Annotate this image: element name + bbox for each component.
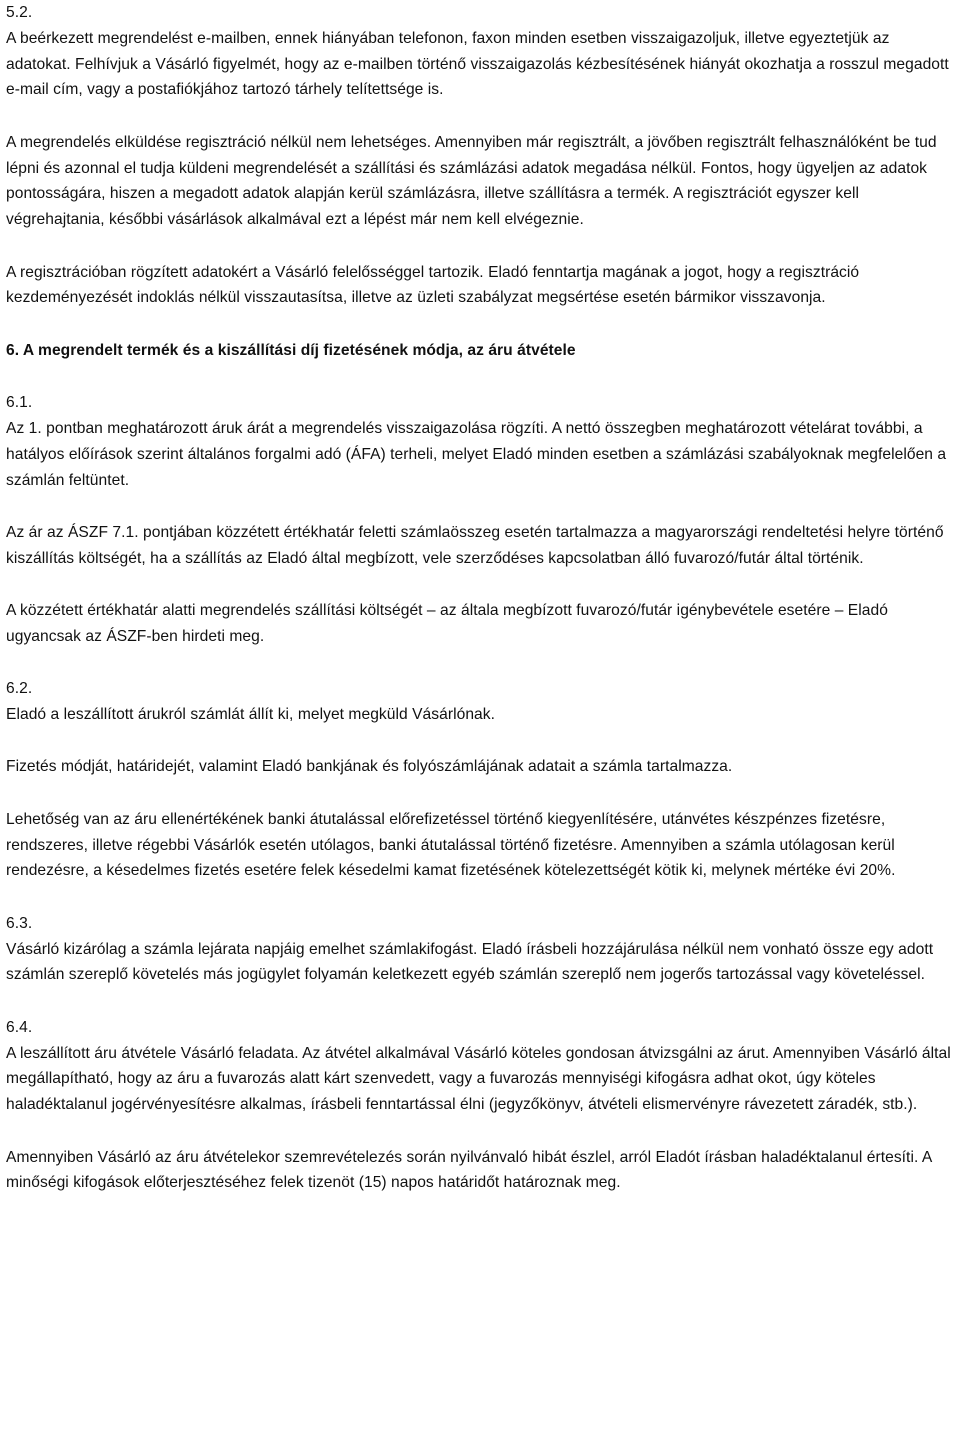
section-6-2-paragraph-2: Fizetés módját, határidejét, valamint Eladó bankjának és folyószámlájának adatait a számla tartalmazza. [6,758,733,776]
section-6-1-paragraph-1: Az 1. pontban meghatározott áruk árát a megrendelés visszaigazolása rögzíti. A nettó összegben meghatározott vételárat további, a hatályos előírások szerint általános forgalmi adó (ÁFA) terheli, melyet Eladó minden esetben a számlázási szabályoknak megfelelően a számlán feltüntet. [6,419,947,489]
section-6-4-number: 6.4. [6,1018,33,1036]
section-6-1-paragraph-2: Az ár az ÁSZF 7.1. pontjában közzétett értékhatár feletti számlaösszeg esetén tartalmazza a magyarországi rendeltetési helyre történő kiszállítás költségét, ha a szállítás az Eladó által megbízott, vele szerződéses kapcsolatban álló fuvarozó/futár által történik. [6,523,944,567]
section-6-3-number: 6.3. [6,914,33,932]
section-6-heading: 6. A megrendelt termék és a kiszállítási díj fizetésének módja, az áru átvétele [6,341,576,359]
section-5-2-paragraph-2: A megrendelés elküldése regisztráció nélkül nem lehetséges. Amennyiben már regisztrált, a jövőben regisztrált felhasználóként be tud lépni és azonnal el tudja küldeni megrendelését a szállítási és számlázási adatok megadása nélkül. Fontos, hogy ügyeljen az adatok pontosságára, hiszen a megadott adatok alapján kerül számlázásra, illetve szállításra a termék. A regisztrációt egyszer kell végrehajtania, későbbi vásárlások alkalmával ezt a lépést már nem kell elvégeznie. [6,133,937,229]
section-6-1-paragraph-3: A közzétett értékhatár alatti megrendelés szállítási költségét – az általa megbízott fuvarozó/futár igénybevétele esetére – Eladó ugyancsak az ÁSZF-ben hirdeti meg. [6,602,888,645]
section-6-2-paragraph-3: Lehetőség van az áru ellenértékének banki átutalással előrefizetéssel történő kiegyenlítésére, utánvétes készpénzes fizetésre, rendszeres, illetve régebbi Vásárlók esetén utólagos, banki átutalással történő fizetésre. Amennyiben a számla utólagosan kerül rendezésre, a késedelmes fizetés esetére felek késedelmi kamat fizetésének kötelezettségét kötik ki, melynek mértéke évi 20%. [6,810,896,880]
section-6-4-paragraph-2: Amennyiben Vásárló az áru átvételekor szemrevételezés során nyilvánvaló hibát észlel, arról Eladót írásban haladéktalanul értesíti. A minőségi kifogások előterjesztéséhez felek tizenöt (15) napos határidőt határoznak meg. [6,1148,932,1192]
section-6-4-paragraph-1: A leszállított áru átvétele Vásárló feladata. Az átvétel alkalmával Vásárló köteles gondosan átvizsgálni az árut. Amennyiben Vásárló által megállapítható, hogy az áru a fuvarozás alatt kárt szenvedett, vagy a fuvarozás mennyiségi kifogásra adhat okot, úgy köteles haladéktalanul jogérvényesítésre alkalmas, írásbeli fenntartással élni (jegyzőkönyv, átvételi elismervényre rávezetett záradék, stb.). [6,1044,951,1114]
section-6-2-number: 6.2. [6,680,33,698]
section-6-2-paragraph-1: Eladó a leszállított árukról számlát állít ki, melyet megküld Vásárlónak. [6,706,495,724]
section-6-1-number: 6.1. [6,394,33,412]
section-5-2-paragraph-1: A beérkezett megrendelést e-mailben, ennek hiányában telefonon, faxon minden esetben visszaigazoljuk, illetve egyeztetjük az adatokat. Felhívjuk a Vásárló figyelmét, hogy az e-mailben történő visszaigazolás kézbesítésének hiányát okozhatja a rosszul megadott e-mail cím, vagy a postafiókjához tartozó tárhely telítettsége is. [6,29,949,99]
section-6-3-paragraph-1: Vásárló kizárólag a számla lejárata napjáig emelhet számlakifogást. Eladó írásbeli hozzájárulása nélkül nem vonható össze egy adott számlán szereplő követelés más jogügylet folyamán keletkezett egyéb számlán szereplő nem jogerős tartozással vagy követeléssel. [6,940,934,984]
document-page [6,0,956,1196]
section-5-2-paragraph-3: A regisztrációban rögzített adatokért a Vásárló felelősséggel tartozik. Eladó fenntartja magának a jogot, hogy a regisztráció kezdeményezését indoklás nélkül visszautasítsa, illetve az üzleti szabályzat megsértése esetén bármikor visszavonja. [6,263,860,307]
section-5-2-number: 5.2. [6,4,33,21]
